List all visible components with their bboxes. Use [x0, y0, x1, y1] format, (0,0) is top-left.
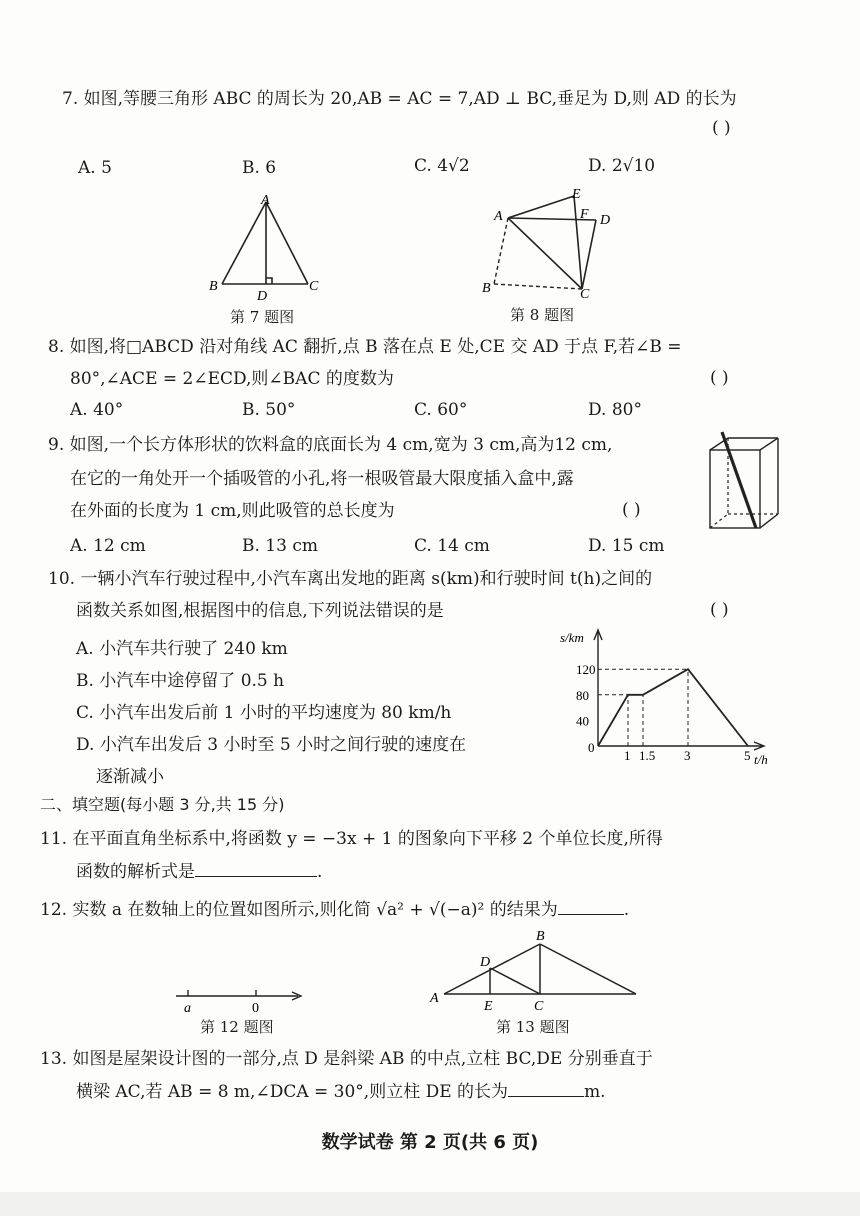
x-tick-label-1: 1: [624, 748, 631, 763]
figure-7-triangle: [205, 192, 335, 302]
x-tick-label-3: 3: [684, 748, 691, 763]
fig13-label-d: D: [480, 955, 491, 970]
fig8-label-a: A: [494, 209, 503, 224]
q11-answer-blank[interactable]: [195, 860, 317, 877]
q9-answer-bracket: ( ): [622, 500, 641, 520]
fig7-label-a: A: [261, 193, 270, 208]
numberline-zero-label: 0: [252, 1001, 259, 1016]
q8-line1: 8. 如图,将□ABCD 沿对角线 AC 翻折,点 B 落在点 E 处,CE 交 AD 于点 F,若∠B =: [48, 337, 682, 357]
numberline-a-label: a: [184, 1001, 191, 1016]
q9-line3: 在外面的长度为 1 cm,则此吸管的总长度为: [70, 501, 395, 521]
fig8-label-e: E: [572, 187, 581, 202]
y-tick-label-120: 120: [576, 662, 596, 678]
q9-option-b: B. 13 cm: [242, 536, 318, 556]
origin-label: 0: [588, 740, 595, 755]
q10-option-d: D. 小汽车出发后 3 小时至 5 小时之间行驶的速度在: [76, 735, 467, 755]
x-tick-label-5: 5: [744, 748, 751, 763]
q7-text: 7. 如图,等腰三角形 ABC 的周长为 20,AB = AC = 7,AD ⊥ BC,垂足为 D,则 AD 的长为: [62, 89, 737, 109]
fig8-label-c: C: [580, 287, 590, 302]
q8-option-b: B. 50°: [242, 400, 296, 420]
q12-line-wrap: 12. 实数 a 在数轴上的位置如图所示,则化简 √a² + √(−a)² 的结果为 .: [40, 900, 630, 920]
q7-answer-bracket: ( ): [712, 118, 731, 138]
fig12-caption: 第 12 题图: [200, 1018, 274, 1036]
q12-answer-blank[interactable]: [558, 898, 624, 915]
q8-option-d: D. 80°: [588, 400, 642, 420]
y-axis-label: s/km: [560, 630, 584, 645]
fig13-label-c: C: [534, 999, 544, 1014]
q10-option-a: A. 小汽车共行驶了 240 km: [76, 639, 288, 659]
section-2-title: 二、填空题(每小题 3 分,共 15 分): [40, 795, 285, 814]
y-tick-label-80: 80: [576, 687, 589, 703]
q7-option-d: D. 2√10: [588, 156, 656, 176]
q10-option-b: B. 小汽车中途停留了 0.5 h: [76, 671, 285, 691]
q8-option-c: C. 60°: [414, 400, 468, 420]
q7-option-b: B. 6: [242, 158, 277, 178]
fig8-label-d: D: [600, 213, 611, 228]
page-footer: 数学试卷 第 2 页(共 6 页): [321, 1132, 539, 1153]
figure-12-number-line: [170, 984, 310, 1020]
fig8-label-f: F: [580, 207, 589, 222]
fig7-caption: 第 7 题图: [230, 308, 295, 326]
fig8-label-b: B: [482, 281, 491, 296]
q13-line2: 横梁 AC,若 AB = 8 m,∠DCA = 30°,则立柱 DE 的长为: [76, 1082, 509, 1102]
q10-option-c: C. 小汽车出发后前 1 小时的平均速度为 80 km/h: [76, 703, 452, 723]
x-axis-label: t/h: [754, 752, 768, 767]
q7-option-c: C. 4√2: [414, 156, 470, 176]
q10-option-d-cont: 逐渐减小: [96, 767, 164, 787]
q11-line1: 11. 在平面直角坐标系中,将函数 y = −3x + 1 的图象向下平移 2 个单位长度,所得: [40, 829, 663, 849]
series-line: [598, 669, 748, 746]
q11-line2: 函数的解析式是: [76, 862, 195, 882]
fig8-caption: 第 8 题图: [510, 306, 575, 324]
fig7-label-c: C: [309, 279, 319, 294]
q8-answer-bracket: ( ): [710, 368, 729, 388]
figure-10-s-t-graph: [558, 626, 778, 776]
q12-text: 12. 实数 a 在数轴上的位置如图所示,则化简 √a² + √(−a)² 的结果为: [40, 900, 558, 920]
q13-line1: 13. 如图是屋架设计图的一部分,点 D 是斜梁 AB 的中点,立柱 BC,DE 分别垂直于: [40, 1049, 653, 1069]
x-tick-label-1.5: 1.5: [639, 748, 656, 763]
q9-option-c: C. 14 cm: [414, 536, 490, 556]
figure-13-roof-truss: [428, 929, 648, 1014]
q9-option-a: A. 12 cm: [70, 536, 146, 556]
q10-line2: 函数关系如图,根据图中的信息,下列说法错误的是: [76, 601, 444, 621]
q10-answer-bracket: ( ): [710, 600, 729, 620]
q7-option-a: A. 5: [78, 158, 112, 178]
fig7-label-b: B: [209, 279, 218, 294]
scan-bottom-strip: [0, 1192, 860, 1216]
q9-line2: 在它的一角处开一个插吸管的小孔,将一根吸管最大限度插入盒中,露: [70, 469, 574, 489]
q13-answer-blank[interactable]: [508, 1080, 584, 1097]
q8-option-a: A. 40°: [70, 400, 124, 420]
q13-unit: m.: [584, 1082, 606, 1102]
q8-line2: 80°,∠ACE = 2∠ECD,则∠BAC 的度数为: [70, 369, 394, 389]
q9-line1: 9. 如图,一个长方体形状的饮料盒的底面长为 4 cm,宽为 3 cm,高为12 cm,: [48, 435, 613, 455]
q10-line1: 10. 一辆小汽车行驶过程中,小汽车离出发地的距离 s(km)和行驶时间 t(h)之间的: [48, 569, 653, 589]
fig13-label-b: B: [536, 929, 545, 944]
figure-8-parallelogram: [478, 186, 628, 302]
q9-option-d: D. 15 cm: [588, 536, 665, 556]
q13-line2-wrap: [76, 1080, 606, 1103]
figure-9-cuboid: [706, 432, 786, 532]
fig13-caption: 第 13 题图: [496, 1018, 570, 1036]
fig7-label-d: D: [257, 289, 268, 304]
fig13-label-a: A: [430, 991, 439, 1006]
y-tick-label-40: 40: [576, 713, 589, 729]
q11-line2-wrap: 函数的解析式是 .: [76, 862, 323, 882]
fig13-label-e: E: [484, 999, 493, 1014]
